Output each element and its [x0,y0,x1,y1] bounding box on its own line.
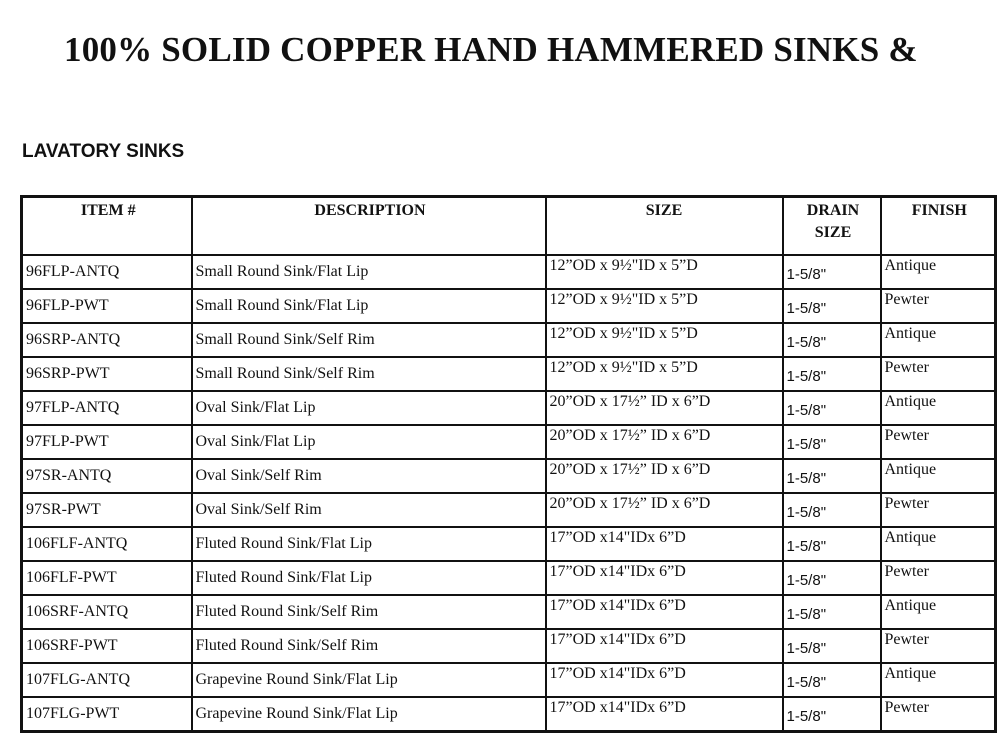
cell-size: 17”OD x14"IDx 6”D [546,527,783,561]
cell-finish: Pewter [881,493,996,527]
header-drain-size [783,197,881,256]
cell-drain: 1-5/8" [783,697,881,732]
cell-item: 106SRF-PWT [22,629,192,663]
cell-drain: 1-5/8" [783,663,881,697]
header-row [22,197,996,256]
cell-item: 106FLF-ANTQ [22,527,192,561]
cell-drain: 1-5/8" [783,561,881,595]
cell-size: 17”OD x14"IDx 6”D [546,697,783,732]
cell-description: Small Round Sink/Self Rim [192,357,546,391]
cell-description: Small Round Sink/Flat Lip [192,255,546,289]
table-row [22,527,996,561]
cell-size: 20”OD x 17½” ID x 6”D [546,493,783,527]
cell-size: 17”OD x14"IDx 6”D [546,561,783,595]
cell-description: Oval Sink/Flat Lip [192,391,546,425]
table-body [22,255,996,732]
table-row [22,493,996,527]
document-title: 100% SOLID COPPER HAND HAMMERED SINKS & [64,30,918,69]
cell-size: 17”OD x14"IDx 6”D [546,595,783,629]
table-row [22,561,996,595]
cell-drain: 1-5/8" [783,595,881,629]
table-row [22,595,996,629]
table-row [22,697,996,732]
cell-finish: Pewter [881,425,996,459]
cell-drain: 1-5/8" [783,629,881,663]
cell-description: Small Round Sink/Flat Lip [192,289,546,323]
table-row [22,391,996,425]
cell-size: 20”OD x 17½” ID x 6”D [546,391,783,425]
cell-description: Fluted Round Sink/Self Rim [192,595,546,629]
section-heading: LAVATORY SINKS [22,141,185,162]
cell-item: 97SR-PWT [22,493,192,527]
table-row [22,323,996,357]
header-drain-line1: DRAIN [806,202,860,219]
cell-item: 97FLP-PWT [22,425,192,459]
table-header [22,197,996,256]
table-row [22,357,996,391]
cell-size: 12”OD x 9½"ID x 5”D [546,357,783,391]
table-row [22,459,996,493]
cell-finish: Pewter [881,561,996,595]
header-item: ITEM # [22,197,192,256]
cell-description: Fluted Round Sink/Flat Lip [192,527,546,561]
cell-size: 12”OD x 9½"ID x 5”D [546,323,783,357]
cell-size: 20”OD x 17½” ID x 6”D [546,459,783,493]
table-row [22,663,996,697]
cell-finish: Antique [881,459,996,493]
table-row [22,255,996,289]
cell-finish: Pewter [881,289,996,323]
cell-finish: Antique [881,391,996,425]
cell-drain: 1-5/8" [783,289,881,323]
cell-drain: 1-5/8" [783,323,881,357]
cell-item: 96SRP-PWT [22,357,192,391]
cell-finish: Antique [881,595,996,629]
cell-drain: 1-5/8" [783,357,881,391]
table-row [22,629,996,663]
cell-finish: Antique [881,255,996,289]
cell-finish: Pewter [881,629,996,663]
header-finish: FINISH [881,197,996,256]
table-row [22,289,996,323]
cell-finish: Pewter [881,357,996,391]
cell-item: 96FLP-PWT [22,289,192,323]
cell-description: Oval Sink/Self Rim [192,493,546,527]
cell-drain: 1-5/8" [783,527,881,561]
cell-size: 17”OD x14"IDx 6”D [546,663,783,697]
cell-drain: 1-5/8" [783,255,881,289]
cell-item: 107FLG-ANTQ [22,663,192,697]
cell-description: Grapevine Round Sink/Flat Lip [192,697,546,732]
cell-item: 97FLP-ANTQ [22,391,192,425]
cell-description: Small Round Sink/Self Rim [192,323,546,357]
cell-size: 17”OD x14"IDx 6”D [546,629,783,663]
cell-item: 96FLP-ANTQ [22,255,192,289]
cell-item: 106FLF-PWT [22,561,192,595]
cell-size: 20”OD x 17½” ID x 6”D [546,425,783,459]
cell-drain: 1-5/8" [783,459,881,493]
cell-size: 12”OD x 9½"ID x 5”D [546,255,783,289]
cell-finish: Antique [881,663,996,697]
cell-description: Grapevine Round Sink/Flat Lip [192,663,546,697]
cell-finish: Antique [881,323,996,357]
cell-description: Oval Sink/Self Rim [192,459,546,493]
lavatory-sinks-table [20,195,997,733]
header-drain-line2: SIZE [814,224,852,241]
cell-drain: 1-5/8" [783,391,881,425]
cell-drain: 1-5/8" [783,425,881,459]
cell-drain: 1-5/8" [783,493,881,527]
cell-finish: Antique [881,527,996,561]
cell-item: 107FLG-PWT [22,697,192,732]
cell-item: 96SRP-ANTQ [22,323,192,357]
header-description: DESCRIPTION [192,197,546,256]
cell-item: 106SRF-ANTQ [22,595,192,629]
cell-item: 97SR-ANTQ [22,459,192,493]
cell-finish: Pewter [881,697,996,732]
cell-size: 12”OD x 9½"ID x 5”D [546,289,783,323]
table-row [22,425,996,459]
cell-description: Oval Sink/Flat Lip [192,425,546,459]
header-size: SIZE [546,197,783,256]
cell-description: Fluted Round Sink/Flat Lip [192,561,546,595]
cell-description: Fluted Round Sink/Self Rim [192,629,546,663]
